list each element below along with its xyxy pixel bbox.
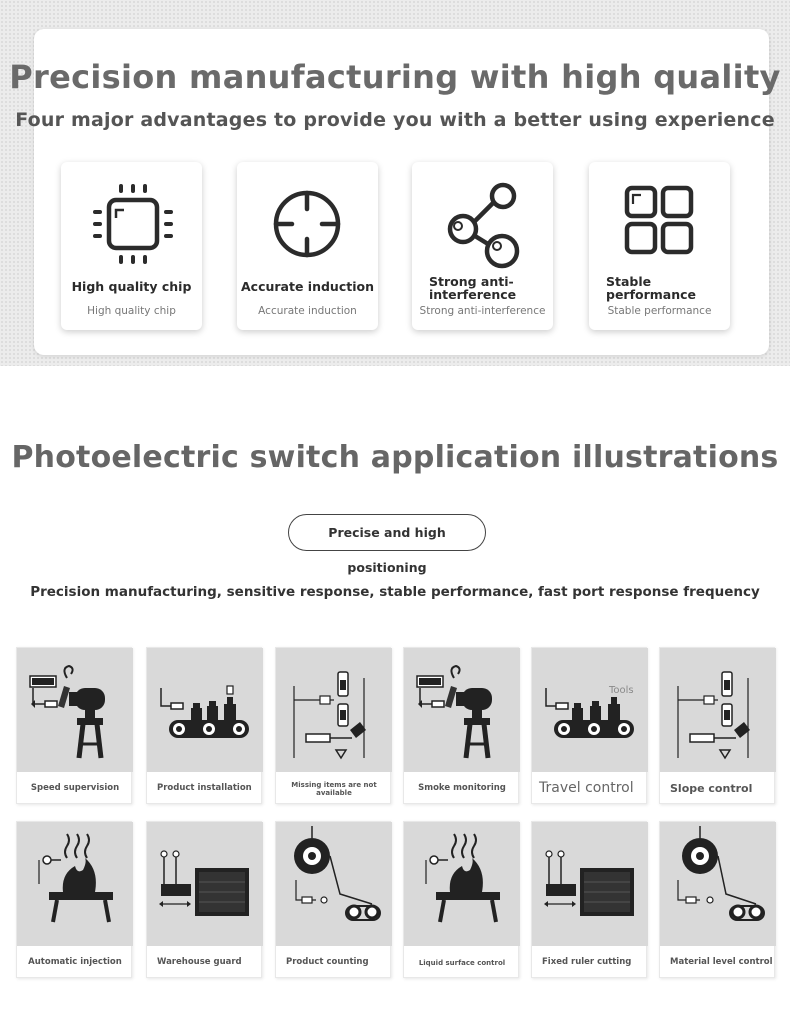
advantage-name: Stable performance bbox=[606, 274, 697, 302]
application-illustration bbox=[532, 648, 648, 772]
application-label: Product installation bbox=[157, 783, 252, 793]
application-illustration bbox=[532, 822, 648, 946]
page-title: Precision manufacturing with high quality bbox=[9, 58, 781, 96]
application-tile bbox=[275, 647, 391, 804]
application-tile bbox=[275, 821, 391, 978]
advantage-desc: Accurate induction bbox=[258, 305, 357, 317]
application-illustration bbox=[404, 648, 520, 772]
application-label: Fixed ruler cutting bbox=[542, 957, 632, 967]
application-label: Travel control bbox=[539, 780, 634, 796]
advantage-name: Strong anti-interference bbox=[429, 274, 517, 302]
share-nodes-icon bbox=[434, 176, 530, 272]
application-tile bbox=[531, 821, 647, 978]
application-illustration bbox=[276, 648, 392, 772]
page-subtitle: Four major advantages to provide you with a better using experience bbox=[15, 109, 775, 131]
chip-icon bbox=[83, 176, 179, 272]
advantage-name: Accurate induction bbox=[241, 279, 374, 294]
applications-description: Precision manufacturing, sensitive response, stable performance, fast port response frequency bbox=[30, 584, 760, 600]
application-illustration bbox=[17, 822, 133, 946]
application-tile bbox=[16, 821, 132, 978]
application-illustration bbox=[17, 648, 133, 772]
application-label: Smoke monitoring bbox=[418, 783, 506, 793]
advantage-desc: Strong anti-interference bbox=[419, 305, 546, 317]
application-tile bbox=[659, 647, 775, 804]
application-illustration bbox=[660, 648, 776, 772]
application-tile bbox=[531, 647, 647, 804]
grid-icon bbox=[611, 176, 707, 272]
application-illustration bbox=[147, 822, 263, 946]
advantage-desc: Stable performance bbox=[607, 305, 712, 317]
application-label: Product counting bbox=[286, 957, 369, 967]
advantage-desc: High quality chip bbox=[87, 305, 176, 317]
application-illustration bbox=[660, 822, 776, 946]
advantage-card-anti-interference bbox=[412, 162, 553, 330]
advantage-card-chip bbox=[61, 162, 202, 330]
positioning-badge: Precise and high positioning bbox=[288, 514, 486, 551]
advantage-card-stable bbox=[589, 162, 730, 330]
application-label: Liquid surface control bbox=[418, 958, 506, 967]
advantage-card-induction bbox=[237, 162, 378, 330]
application-tile bbox=[146, 647, 262, 804]
application-label: Material level control bbox=[670, 957, 773, 967]
advantage-name: High quality chip bbox=[71, 279, 192, 294]
application-tile bbox=[146, 821, 262, 978]
application-label: Warehouse guard bbox=[157, 957, 242, 967]
application-tile bbox=[403, 821, 519, 978]
application-tile bbox=[403, 647, 519, 804]
application-tile bbox=[659, 821, 775, 978]
application-illustration bbox=[404, 822, 520, 946]
application-illustration bbox=[276, 822, 392, 946]
tools-overlay-text: Tools bbox=[609, 685, 634, 696]
application-label: Automatic injection bbox=[28, 957, 122, 967]
application-label: Missing items are not available bbox=[291, 780, 377, 797]
application-label: Speed supervision bbox=[30, 783, 120, 793]
applications-title: Photoelectric switch application illustrations bbox=[11, 440, 779, 475]
application-label: Slope control bbox=[670, 782, 753, 795]
application-illustration bbox=[147, 648, 263, 772]
application-tile bbox=[16, 647, 132, 804]
crosshair-icon bbox=[259, 176, 355, 272]
